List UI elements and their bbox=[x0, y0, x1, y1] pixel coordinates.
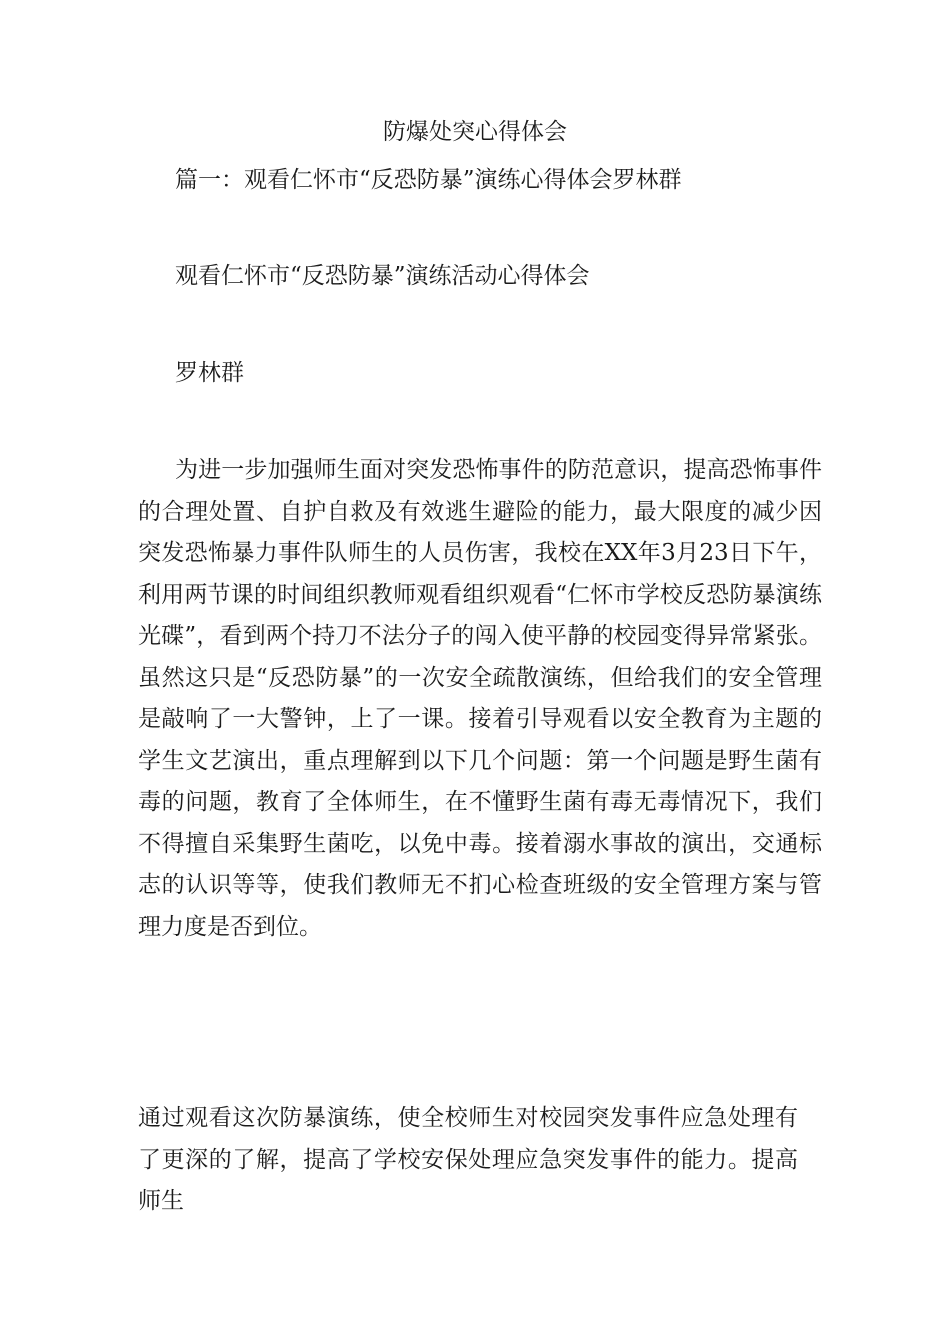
body-paragraph-2: 通过观看这次防暴演练，使全校师生对校园突发事件应急处理有了更深的了解，提高了学校安保处理应急突发事件的能力。提高师生 bbox=[138, 1105, 798, 1214]
section-subtitle: 篇一：观看仁怀市“反恐防暴”演练心得体会罗林群 bbox=[175, 167, 682, 193]
article-title: 观看仁怀市“反恐防暴”演练活动心得体会 bbox=[175, 263, 590, 289]
document-title: 防爆处突心得体会 bbox=[383, 119, 567, 145]
author-name: 罗林群 bbox=[175, 360, 244, 386]
body-paragraph-1: 为进一步加强师生面对突发恐怖事件的防范意识，提高恐怖事件的合理处置、自护自救及有效逃生避险的能力，最大限度的减少因突发恐怖暴力事件队师生的人员伤害，我校在XX年3月23日下午，利用两节课的时间组织教师观看组织观看“仁怀市学校反恐防暴演练光碟”，看到两个持刀不法分子的闯入使平静的校园变得异常紧张。虽然这只是“反恐防暴”的一次安全疏散演练，但给我们的安全管理是敲响了一大警钟，上了一课。接着引导观看以安全教育为主题的学生文艺演出，重点理解到以下几个问题：第一个问题是野生菌有毒的问题，教育了全体师生，在不懂野生菌有毒无毒情况下，我们不得擅自采集野生菌吃，以免中毒。接着溺水事故的演出，交通标志的认识等等，使我们教师无不扪心检查班级的安全管理方案与管理力度是否到位。 bbox=[138, 457, 822, 940]
